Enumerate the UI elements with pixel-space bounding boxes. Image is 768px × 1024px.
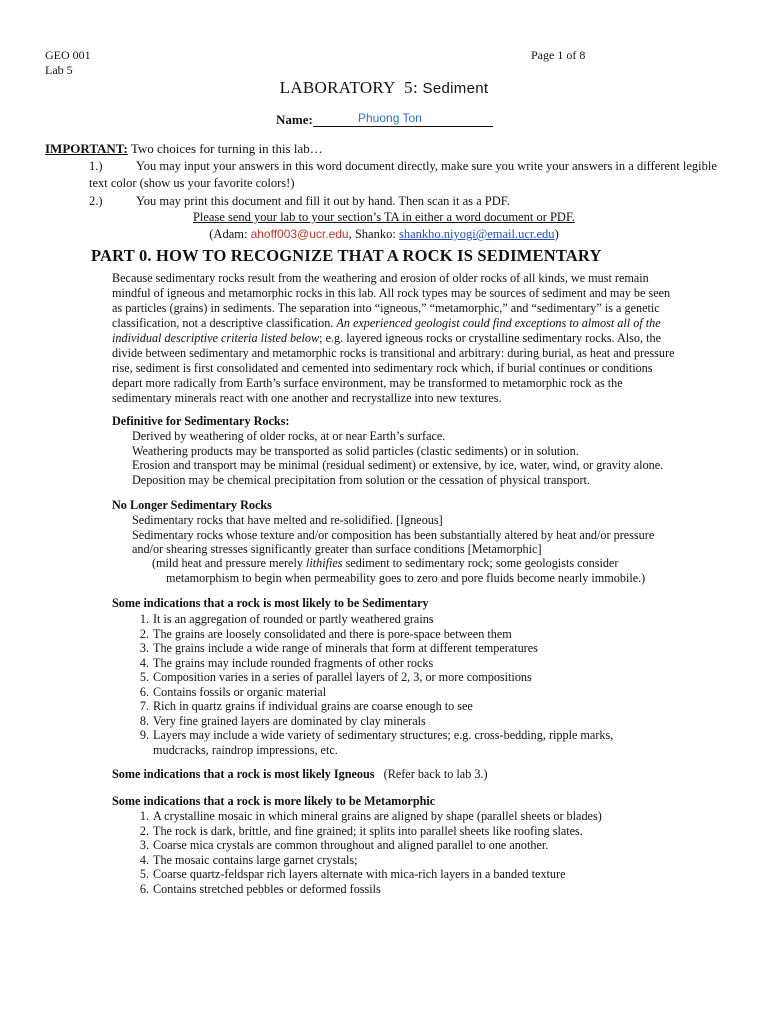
list-item: 6. Contains fossils or organic material — [139, 684, 327, 699]
sedimentary-heading: Some indications that a rock is most likely to be Sedimentary — [112, 596, 429, 610]
part0-para-italic: An experienced geologist could find exceptions to almost all of the individual descriptive criteria listed below — [112, 316, 661, 345]
no-longer-note — [152, 556, 645, 585]
title-prefix: LABORATORY 5: — [279, 78, 423, 97]
header-lab: Lab 5 — [45, 63, 73, 77]
header-course: GEO 001 — [45, 48, 91, 62]
important-note — [45, 141, 323, 157]
choice-1-text: You may input your answers in this word document directly, make sure you write your answers in a different legible — [136, 159, 717, 173]
note-post: sediment to sedimentary rock; some geologists consider — [342, 556, 619, 570]
part0-heading: PART 0. HOW TO RECOGNIZE THAT A ROCK IS SEDIMENTARY — [91, 246, 602, 265]
name-label: Name: — [276, 112, 313, 127]
list-item: 1. A crystalline mosaic in which mineral grains are aligned by shape (parallel sheets or blades) — [139, 809, 602, 823]
list-item: 3. The grains include a wide range of minerals that form at different temperatures — [139, 641, 538, 655]
shanko-email-link[interactable]: shankho.niyogi@email.ucr.edu — [398, 227, 555, 241]
important-label: IMPORTANT: — [45, 141, 128, 156]
part0-para-a: Because sedimentary rocks result from the weathering and erosion of older rocks of all kinds, we must remain mindful of igneous and metamorphic rocks in this lab. All rock types may be sources of sediment and may be seen as particles (grains) in sediments. The separation into “igneous,” “metamorphic,” and “sedimentary” is a genetic classification, not a descriptive classification. — [112, 271, 671, 330]
definitive-line: Derived by weathering of older rocks, at or near Earth’s surface. — [132, 429, 446, 443]
metamorphic-list — [131, 809, 602, 896]
igneous-heading-text: Some indications that a rock is most likely Igneous — [112, 767, 375, 781]
contact-close: ) — [554, 227, 559, 241]
note-italic: lithifies — [305, 556, 343, 570]
contact-mid: , Shanko: — [348, 227, 399, 241]
contact-open: (Adam: — [209, 227, 251, 241]
part0-paragraph — [112, 271, 677, 406]
no-longer-list — [132, 513, 654, 557]
list-item: 4. The grains may include rounded fragments of other rocks — [139, 655, 434, 670]
list-item-cont: mudcracks, raindrop impressions, etc. — [153, 742, 338, 757]
part0-para-b: ; e.g. layered igneous rocks or crystalline sedimentary rocks. Also, the divide between sedimentary and metamorphic rocks is transitional and arbitrary: during burial, as heat and pressure rise, sediment is first consolidated and cemented into sedimentary rock which, if burial continues or conditions depart more radically from Earth’s surface environment, may be transformed to metamorphic rock as the sedimentary minerals react with one another and recrystallize into new textures. — [112, 331, 675, 405]
list-item: 2. The rock is dark, brittle, and fine grained; it splits into parallel sheets like roofing slates. — [139, 823, 583, 838]
definitive-line: Weathering products may be transported as solid particles (clastic sediments) or in solution. — [132, 443, 579, 458]
title-topic: Sediment — [422, 80, 489, 97]
no-longer-note-line2: metamorphism to begin when permeability goes to zero and pore fluids become nearly immobile.) — [166, 570, 646, 585]
list-item: 7. Rich in quartz grains if individual grains are coarse enough to see — [139, 699, 473, 713]
definitive-heading: Definitive for Sedimentary Rocks: — [112, 414, 290, 428]
list-item: 6. Contains stretched pebbles or deformed fossils — [139, 881, 381, 896]
no-longer-line: Sedimentary rocks that have melted and re-solidified. [Igneous] — [132, 513, 443, 527]
ta-contacts — [0, 227, 768, 242]
no-longer-note-line1 — [152, 556, 645, 571]
list-item: 8. Very fine grained layers are dominated by clay minerals — [139, 713, 426, 728]
list-item: 4. The mosaic contains large garnet crystals; — [139, 852, 358, 867]
list-item: 5. Composition varies in a series of parallel layers of 2, 3, or more compositions — [139, 670, 532, 684]
page-title — [0, 78, 768, 98]
definitive-line: Erosion and transport may be minimal (residual sediment) or extensive, by ice, water, wind, or gravity alone. — [132, 458, 664, 472]
name-value: Phuong Ton — [358, 111, 422, 125]
choice-1-number: 1.) — [89, 159, 103, 173]
choice-1-text-cont: text color (show us your favorite colors!) — [89, 176, 295, 190]
igneous-note: (Refer back to lab 3.) — [374, 767, 488, 781]
definitive-line: Deposition may be chemical precipitation from solution or the cessation of physical transport. — [132, 472, 590, 487]
igneous-heading — [112, 767, 488, 782]
sedimentary-list — [131, 612, 613, 757]
choice-2-number: 2.) — [89, 194, 103, 208]
definitive-list — [132, 429, 663, 487]
no-longer-line: Sedimentary rocks whose texture and/or composition has been substantially altered by heat and/or pressure — [132, 527, 655, 542]
note-pre: (mild heat and pressure merely — [152, 556, 306, 570]
list-item: 2. The grains are loosely consolidated and there is pore-space between them — [139, 626, 512, 641]
metamorphic-heading: Some indications that a rock is more likely to be Metamorphic — [112, 794, 436, 808]
send-text: Please send your lab to your section’s TA in either a word document or PDF. — [192, 210, 576, 224]
send-instructions — [0, 210, 768, 225]
list-item: 9. Layers may include a wide variety of sedimentary structures; e.g. cross-bedding, ripple marks, — [139, 728, 614, 742]
list-item: 5. Coarse quartz-feldspar rich layers alternate with mica-rich layers in a banded texture — [139, 867, 566, 881]
list-item: 3. Coarse mica crystals are common throughout and aligned parallel to one another. — [139, 838, 549, 852]
important-text: Two choices for turning in this lab… — [127, 141, 323, 156]
list-item: 1. It is an aggregation of rounded or partly weathered grains — [139, 612, 434, 626]
no-longer-line: and/or shearing stresses significantly greater than surface conditions [Metamorphic] — [132, 542, 542, 556]
adam-email-link[interactable]: ahoff003@ucr.edu — [250, 227, 349, 241]
choice-2-text: You may print this document and fill it out by hand. Then scan it as a PDF. — [136, 194, 510, 208]
header-page-number: Page 1 of 8 — [531, 48, 586, 62]
no-longer-heading: No Longer Sedimentary Rocks — [112, 498, 272, 512]
